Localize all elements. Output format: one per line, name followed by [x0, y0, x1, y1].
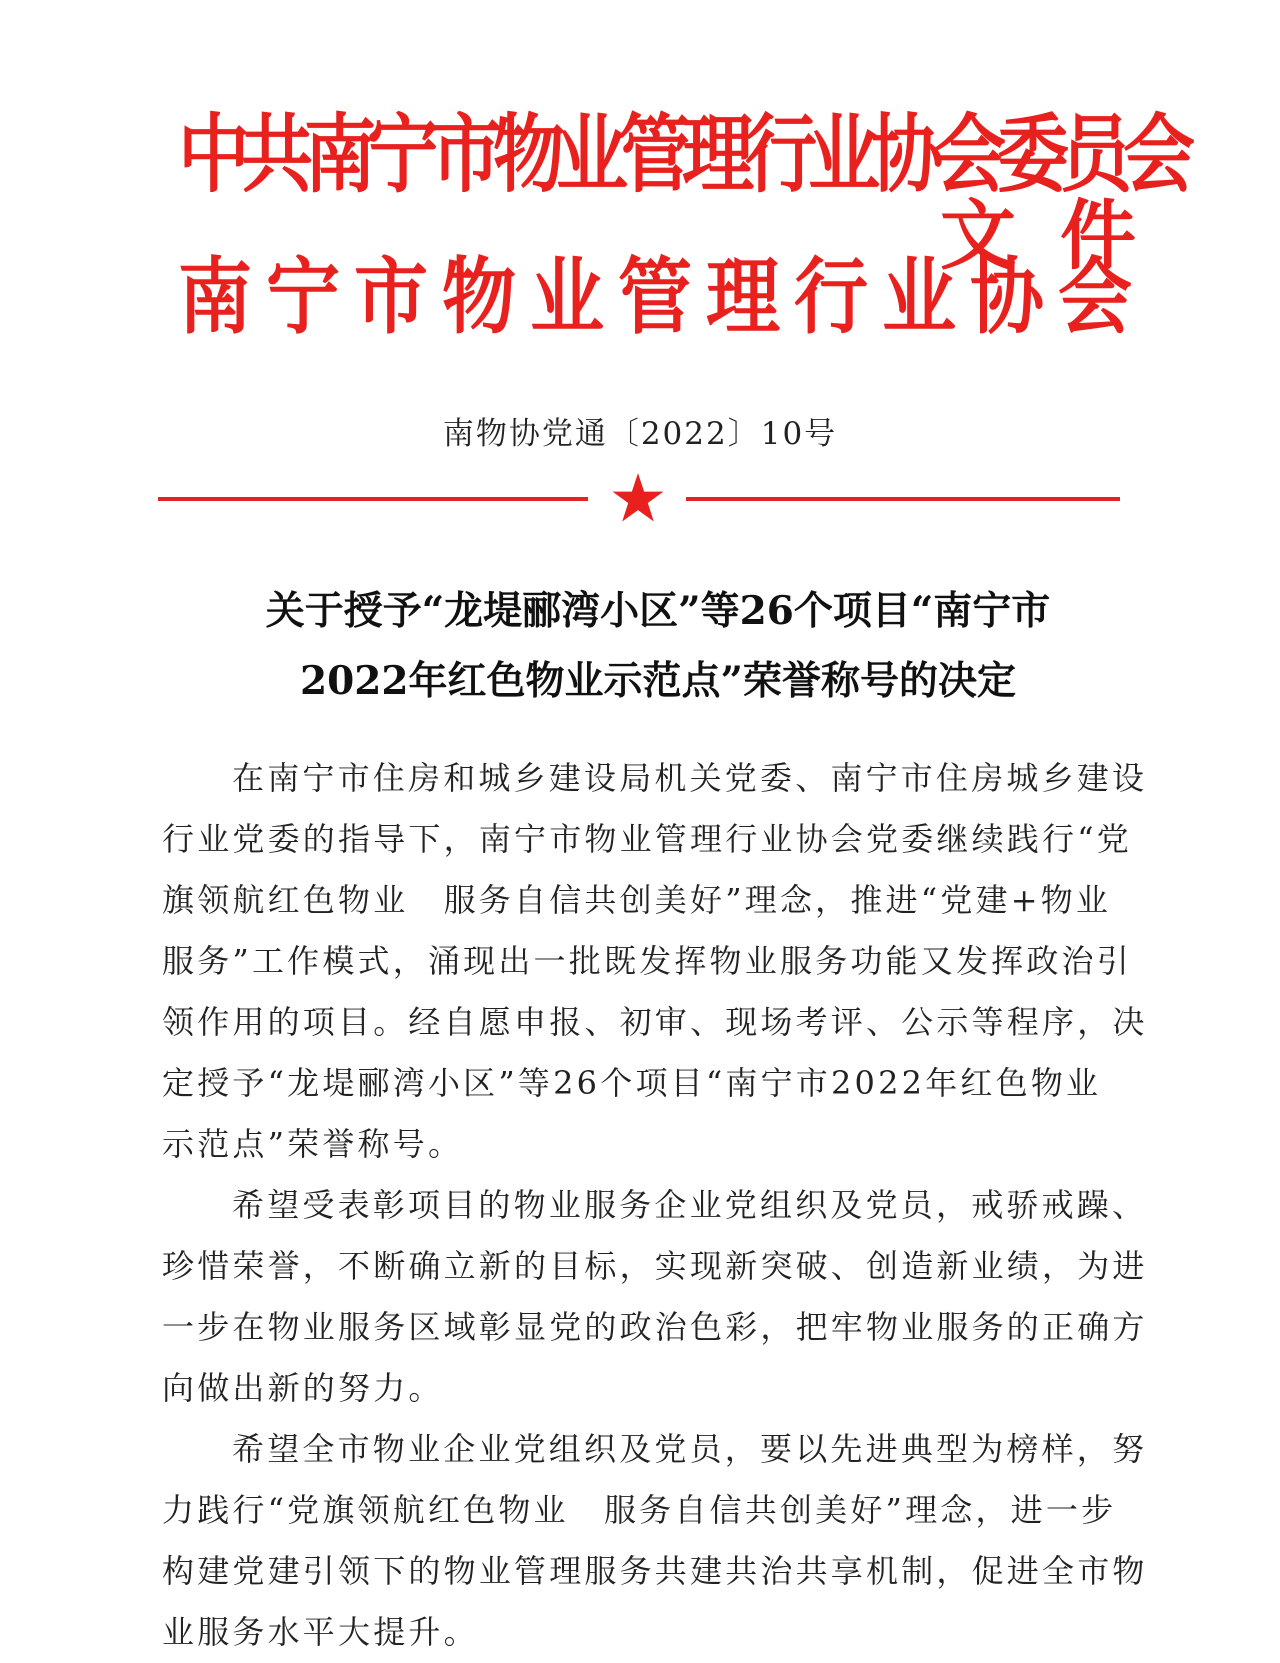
text-line: 一步在物业服务区域彰显党的政治色彩，把牢物业服务的正确方 — [162, 1308, 1148, 1346]
paragraph-3 — [162, 1419, 1148, 1663]
document-label: 文件 — [940, 191, 1180, 280]
text-line: 在南宁市住房和城乡建设局机关党委、南宁市住房城乡建设 — [232, 759, 1148, 797]
text-line: 定授予“龙堤郦湾小区”等26个项目“南宁市2022年红色物业 — [162, 1064, 1102, 1102]
issuing-org-association: 南宁市物业管理行业协会 — [178, 249, 1146, 346]
issuing-org-party-committee: 中共南宁市物业管理行业协会委员会 — [178, 104, 1187, 205]
text-line: 示范点”荣誉称号。 — [162, 1125, 464, 1163]
document-title — [170, 576, 1146, 716]
red-divider-left — [158, 497, 588, 501]
text-line: 希望受表彰项目的物业服务企业党组织及党员，戒骄戒躁、 — [232, 1186, 1148, 1224]
text-line: 行业党委的指导下，南宁市物业管理行业协会党委继续践行“党 — [162, 820, 1132, 858]
text-line: 力践行“党旗领航红色物业 服务自信共创美好”理念，进一步 — [162, 1491, 1117, 1529]
document-body — [162, 748, 1148, 1663]
text-line: 构建党建引领下的物业管理服务共建共治共享机制，促进全市物 — [162, 1552, 1148, 1590]
text-line: 领作用的项目。经自愿申报、初审、现场考评、公示等程序，决 — [162, 1003, 1148, 1041]
text-line: 旗领航红色物业 服务自信共创美好”理念，推进“党建+物业 — [162, 881, 1112, 919]
title-line-1: 关于授予“龙堤郦湾小区”等26个项目“南宁市 — [265, 588, 1051, 634]
document-number: 南物协党通〔2022〕10号 — [442, 416, 838, 452]
text-line: 珍惜荣誉，不断确立新的目标，实现新突破、创造新业绩，为进 — [162, 1247, 1148, 1285]
text-line: 向做出新的努力。 — [162, 1369, 444, 1407]
paragraph-2 — [162, 1175, 1148, 1419]
title-line-2: 2022年红色物业示范点”荣誉称号的决定 — [300, 658, 1016, 704]
text-line: 服务”工作模式，涌现出一批既发挥物业服务功能又发挥政治引 — [162, 942, 1132, 980]
text-line: 业服务水平大提升。 — [162, 1613, 479, 1651]
red-divider-right — [686, 497, 1120, 501]
text-line: 希望全市物业企业党组织及党员，要以先进典型为榜样，努 — [232, 1430, 1148, 1468]
star-icon — [612, 472, 664, 522]
paragraph-1 — [162, 748, 1148, 1175]
